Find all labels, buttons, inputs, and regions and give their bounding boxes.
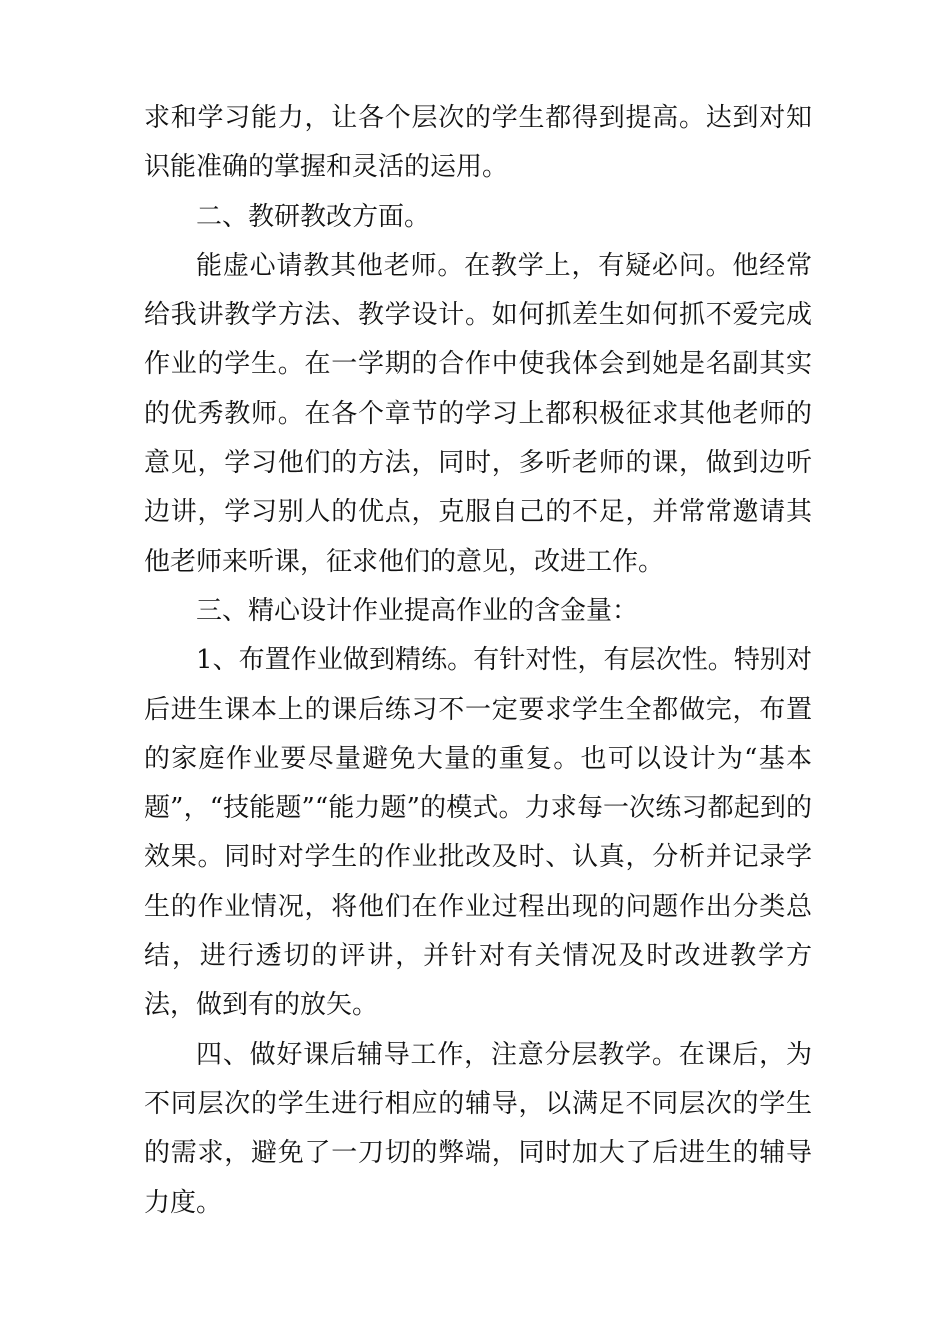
section-heading-homework: 三、精心设计作业提高作业的含金量：	[196, 595, 639, 626]
paragraph-tutoring: 四、做好课后辅导工作，注意分层教学。在课后，为不同层次的学生进行相应的辅导，以满足不同层次的学生的需求，避免了一刀切的弊端，同时加大了后进生的辅导力度。	[144, 1039, 812, 1218]
paragraph-continuation: 求和学习能力，让各个层次的学生都得到提高。达到对知识能准确的掌握和灵活的运用。	[144, 103, 812, 183]
section-heading-research: 二、教研教改方面。	[196, 201, 431, 232]
paragraph-homework: 1、布置作业做到精练。有针对性，有层次性。特别对后进生课本上的课后练习不一定要求学生全都做完，布置的家庭作业要尽量避免大量的重复。也可以设计为“基本题”，“技能题”“能力题”的模式。力求每一次练习都起到的效果。同时对学生的作业批改及时、认真，分析并记录学生的作业情况，将他们在作业过程出现的问题作出分类总结，进行透切的评讲，并针对有关情况及时改进教学方法，做到有的放矢。	[144, 645, 812, 1021]
paragraph-research: 能虚心请教其他老师。在教学上，有疑必问。他经常给我讲教学方法、教学设计。如何抓差生如何抓不爱完成作业的学生。在一学期的合作中使我体会到她是名副其实的优秀教师。在各个章节的学习上都积极征求其他老师的意见，学习他们的方法，同时，多听老师的课，做到边听边讲，学习别人的优点，克服自己的不足，并常常邀请其他老师来听课，征求他们的意见，改进工作。	[144, 250, 812, 577]
